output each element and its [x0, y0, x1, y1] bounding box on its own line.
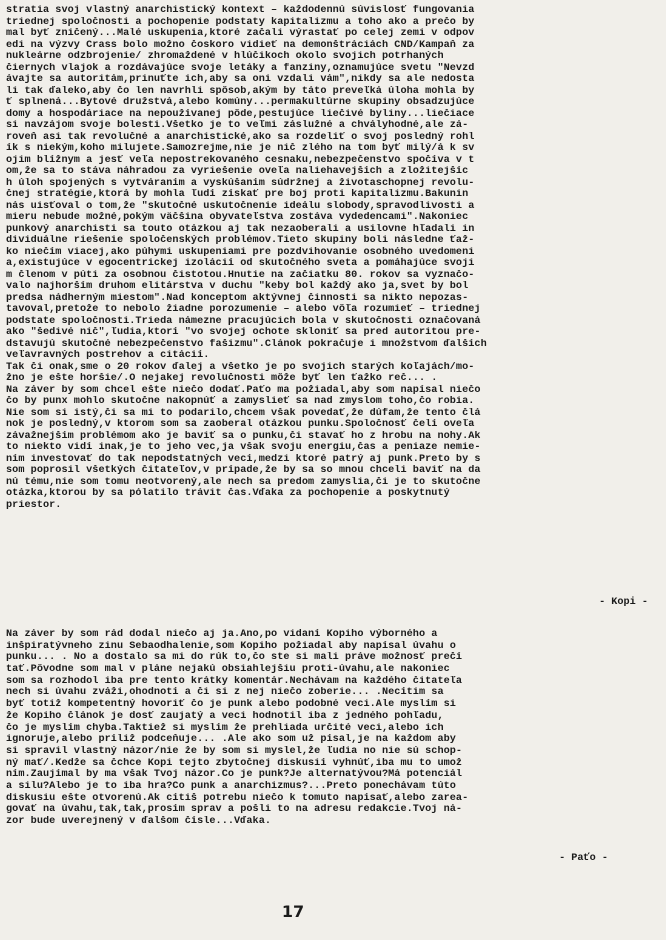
text-line: inšpiratývneho zinu Sebaodhalenie,som Kopiho požiadal aby napísal úvahu o [6, 640, 456, 652]
text-line: punkový anarchisti sa touto otázkou aj tak nezaoberali a usilovne hľadali in [6, 223, 475, 235]
text-line: om,že sa to stáva náhradou za vyriešenie oveľa naliehavejších a zložitejšíc [6, 166, 469, 177]
text-line: m členom v púti za osobnou čistotou.Hnutie na začiatku 80. rokov sa vyznačo- [6, 269, 475, 281]
text-line: edi na výzvy Crass bolo možno čoskoro vidieť na demonštráciách CND/Kampaň za [6, 39, 475, 51]
text-line: ním investovať do tak nepodstatných vecí,medzi ktoré patrý aj punk.Preto by s [6, 453, 481, 465]
text-line: a silu?Alebo je to iba hra?Čo punk a anarchizmus?...Preto ponechávam túto [6, 780, 456, 792]
text-line: to niekto vidí inak,je to jeho vec,ja však svoju energiu,čas a peniaze nemie- [6, 442, 481, 453]
text-line: nukleárne odzbrojenie/ zhromaždené v hlúčikoch okolo svojich potrhaných [6, 51, 444, 62]
text-line: ignoruje,alebo príliž podceňuje... .Ale ako som už písal,je na každom aby [6, 734, 456, 746]
text-line: si spravil vlastný názor/nie že by som si myslel,že ľudia no nie sú schop- [6, 745, 463, 757]
text-line: Tak či onak,sme o 20 rokov ďalej a všetko je po svojich starých koľajách/mo- [6, 361, 475, 373]
text-line: ný mať/.Kedže sa čchce Kopi tejto zbytočnej diskusií vyhnúť,iba mu to umož [6, 757, 463, 769]
text-line: čiernych vlajok a rozdávajúce svoje letáky a fanziny,oznamujúce svetu "Nevzd [6, 62, 475, 74]
text-line: nás uisťoval o tom,že "skutočné uskutočnenie ideálu slobody,spravodlivosti a [6, 200, 475, 212]
article-pato [6, 629, 658, 828]
signature-kopi: - Kopi - [599, 597, 648, 608]
text-line: som sa rozhodol iba pre tento krátky komentár.Nechávam na každého čitateľa [6, 675, 463, 687]
text-line: otázka,ktorou by sa pólatilo trávit čas.Vďaka za pochopenie a poskytnutý [6, 488, 450, 499]
text-line: že Kopiho článok je dosť zaujatý a veci hodnotil iba z jedného pohľadu, [6, 710, 444, 722]
text-line: punku... . No a dostalo sa mi do rúk to,čo ste si mali práve možnosť prečí [6, 652, 463, 664]
text-line: ko niečím viacej,ako púhymi uskupeniami pre pozdvihovanie osobného uvedomeni [6, 246, 475, 258]
text-line: Nie som si istý,či sa mi to podarilo,chcem však povedať,že dúfam,že tento člá [6, 407, 481, 419]
text-line: ávajte sa autoritám,prinuťte ich,aby sa oni vzdali vám",nikdy sa ale nedosta [6, 74, 475, 85]
text-line: tavoval,pretože to nebolo žiadne porozumenie – alebo vôľa rozumieť – triednej [6, 304, 481, 315]
text-line: dstavujú skutočné nebezpečenstvo fašizmu".Článok pokračuje i množstvom ďalších [6, 338, 487, 350]
text-line: žno je ešte horšie/.O nejakej revolučnosti môže byť len ťažko reč... . [6, 373, 438, 384]
text-line: ť splnená...Bytové družstvá,alebo komúny...permakultúrne skupiny obsadzujúce [6, 97, 475, 108]
text-line: nech si úvahu zváži,ohodnotí a či si z nej niečo zoberie... .Necítim sa [6, 687, 444, 699]
text-line: byť totiž kompetentný hovoriť čo je punk alebo podobné veci.Ale myslím si [6, 699, 456, 711]
article-kopi [6, 5, 658, 511]
text-line: Na záver by som chcel ešte niečo dodať.Paťo ma požiadal,aby som napísal niečo [6, 384, 481, 396]
text-line: veľavravných postrehov a citácií. [6, 350, 210, 361]
signature-pato: - Paťo - [559, 853, 608, 864]
text-line: a,existujúce v egocentrickej izolácií od skutočného sveta a pomáhajúce svoji [6, 258, 475, 269]
text-line: ojim blížnym a jesť veľa nepostrekovaného cesnaku,nebezpečenstvo spočíva v t [6, 154, 475, 166]
text-line: stratia svoj vlastný anarchistický kontext – každodennú súvislosť fungovania [6, 5, 475, 16]
text-line: roveň asi tak revolučné a anarchistické,ako sa rozdeliť o svoj posledný rohl [6, 131, 475, 143]
text-line: ík s niekým,koho milujete.Samozrejme,nie je nič zlého na tom byť milý/á k sv [6, 143, 475, 154]
text-line: som poprosil všetkých čitateľov,v prípade,že by sa so mnou chceli baviť na da [6, 465, 481, 476]
text-line: Na záver by som rád dodal niečo aj ja.Áno,po vidaní Kopiho výborného a [6, 629, 438, 640]
text-line: závažnejším problémom ako je baviť sa o punku,či stavať ho z hrobu na nohy.Ak [6, 430, 481, 442]
text-line: zor bude uverejnený v ďalšom čísle...Vďaka. [6, 816, 272, 827]
text-line: valo najhorším druhom elitárstva v duchu "keby bol každý ako ja,svet by bol [6, 281, 469, 292]
text-line: čnej stratégie,ktorá by mohla ľudí získať pre boj proti kapitalizmu.Bakunin [6, 189, 469, 200]
text-line: predsa nádherným miestom".Nad konceptom aktývnej činnosti sa nikto nepozas- [6, 292, 469, 304]
text-line: dividuálne riešenie spoločenských problémov.Tieto skupiny boli následne ťaž- [6, 235, 475, 246]
text-line: si navzájom svoje bolesti.Všetko je to veľmi záslužné a chvályhodné,ale zá- [6, 120, 469, 131]
text-line: tať.Pôvodne som mal v pláne nejakú obsiahlejšiu proti-úvahu,ale nakoniec [6, 664, 450, 676]
text-line: diskusiu ešte otvorenú.Ak cítiš potrebu niečo k tomuto napísať,alebo zarea- [6, 792, 469, 804]
text-line: govať na úvahu,tak,tak,prosím sprav a pošli to na adresu redakcie.Tvoj ná- [6, 804, 463, 816]
text-line: mieru nebude možné,pokým väčšina obyvateľstva zostáva vydedencami".Nakoniec [6, 212, 469, 223]
text-line: triednej spoločnosti a pochopenie podstaty kapitalizmu a toho ako a prečo by [6, 16, 475, 28]
text-line: ním.Zaujímal by ma však Tvoj názor.Čo je punk?Je alternatývou?Má potenciál [6, 769, 463, 781]
text-line: h úloh spojených s vytváraním a vyskúšaním súdržnej a životaschopnej revolu- [6, 177, 475, 189]
page-number: 17 [281, 902, 305, 921]
text-line: mal byť zničený...Malé uskupenia,ktoré začali výrastať po celej zemi v odpov [6, 28, 475, 39]
text-line: nú tému,nie som tomu neotvorený,ale nech sa predom zamyslia,či je to skutočne [6, 476, 481, 488]
text-line: domy a hospodáriace na nepoužívanej pôde,pestujúce liečivé byliny...liečiace [6, 108, 475, 120]
text-line: čo je myslím chyba.Taktiež si myslím že prehliada určité veci,alebo ich [6, 722, 444, 734]
text-line: podstate spoločnosti.Trieda námezne pracujúcich bola v skutočnosti označovaná [6, 315, 481, 327]
text-line: nok je posledný,v ktorom som sa zaoberal otázkou punku.Spoločnosť čelí oveľa [6, 419, 475, 430]
text-line: priestor. [6, 499, 62, 511]
text-line: li tak ďaleko,aby čo len navrhli spôsob,akým by táto preveľká úloha mohla by [6, 85, 475, 97]
text-line: ako "šedivé nič",ľudia,ktorí "vo svojej ochote skloniť sa pred autoritou pre- [6, 327, 481, 338]
text-line: čo by punx mohlo skutočne nakopnúť a zamyslieť sa nad zmyslom toho,čo robia. [6, 396, 475, 407]
